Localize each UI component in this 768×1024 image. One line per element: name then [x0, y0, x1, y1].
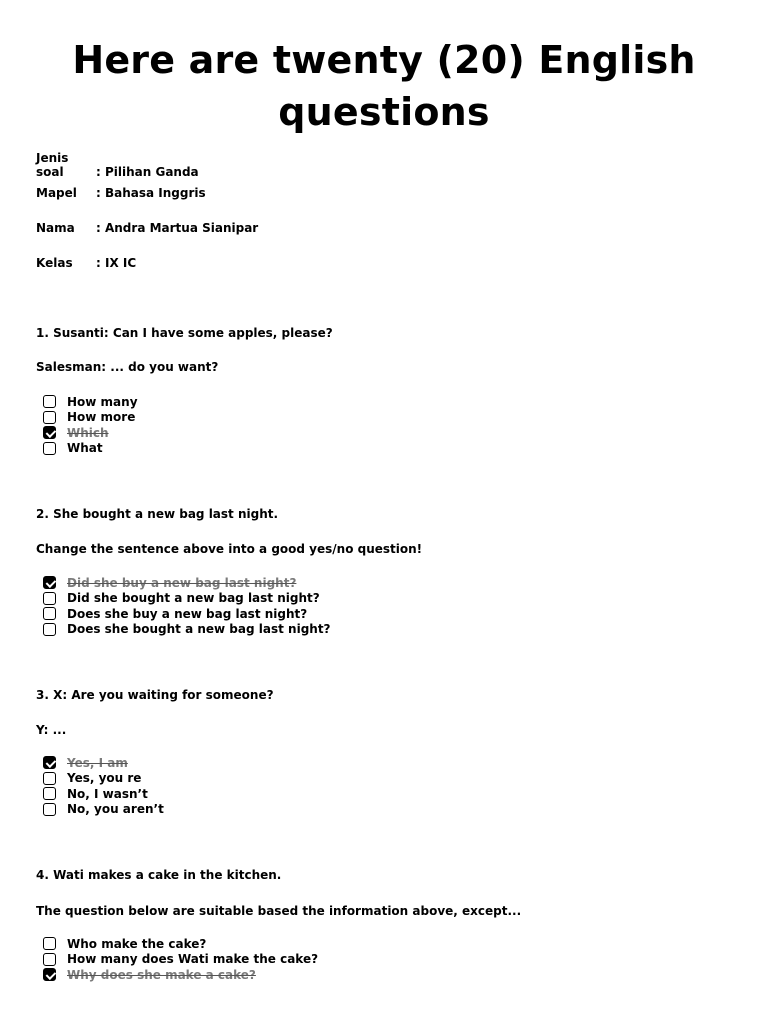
answer-option[interactable] [43, 952, 443, 968]
question-3-text: 3. X: Are you waiting for someone? [36, 688, 274, 702]
answer-option[interactable] [43, 755, 443, 771]
question-4-prompt: The question below are suitable based the information above, except... [36, 904, 522, 918]
answer-option-label: How many does Wati make the cake? [67, 952, 319, 967]
checkbox-unchecked-icon[interactable] [43, 592, 56, 605]
answer-option-label: How many [67, 394, 138, 409]
answer-option-label: No, I wasn’t [67, 786, 148, 801]
answer-option-label: Who make the cake? [67, 936, 207, 951]
answer-option[interactable] [43, 591, 443, 607]
meta-row-jenis-soal [36, 151, 199, 179]
answer-option-label: Yes, I am [67, 755, 128, 770]
checkbox-unchecked-icon[interactable] [43, 787, 56, 800]
checkbox-unchecked-icon[interactable] [43, 772, 56, 785]
answer-option[interactable] [43, 410, 443, 426]
checkbox-unchecked-icon[interactable] [43, 607, 56, 620]
answer-option[interactable] [43, 786, 443, 802]
checkbox-unchecked-icon[interactable] [43, 803, 56, 816]
checkbox-unchecked-icon[interactable] [43, 937, 56, 950]
answer-option[interactable] [43, 394, 443, 410]
checkbox-unchecked-icon[interactable] [43, 395, 56, 408]
meta-key: Kelas [36, 256, 73, 270]
checkbox-checked-icon[interactable] [43, 576, 56, 589]
meta-key: Jenis soal [36, 151, 69, 179]
answer-option-label: Did she bought a new bag last night? [67, 591, 320, 606]
meta-key: Nama [36, 221, 75, 235]
question-4-text: 4. Wati makes a cake in the kitchen. [36, 868, 282, 882]
question-2-text: 2. She bought a new bag last night. [36, 507, 279, 521]
checkbox-unchecked-icon[interactable] [43, 411, 56, 424]
answer-option[interactable] [43, 606, 443, 622]
checkbox-checked-icon[interactable] [43, 756, 56, 769]
answer-option[interactable] [43, 575, 443, 591]
checkbox-unchecked-icon[interactable] [43, 623, 56, 636]
answer-option[interactable] [43, 771, 443, 787]
answer-option-label: No, you aren’t [67, 802, 164, 817]
answer-option[interactable] [43, 967, 443, 983]
answer-option[interactable] [43, 622, 443, 638]
answer-option-label: Does she bought a new bag last night? [67, 622, 331, 637]
question-3-prompt: Y: ... [36, 723, 67, 737]
question-2-options [43, 575, 443, 637]
answer-option-label: How more [67, 410, 136, 425]
checkbox-unchecked-icon[interactable] [43, 442, 56, 455]
checkbox-checked-icon[interactable] [43, 968, 56, 981]
answer-option[interactable] [43, 425, 443, 441]
answer-option-label: Yes, you re [67, 771, 142, 786]
checkbox-unchecked-icon[interactable] [43, 953, 56, 966]
question-4-options [43, 936, 443, 983]
answer-option[interactable] [43, 802, 443, 818]
answer-option[interactable] [43, 936, 443, 952]
meta-value: : Bahasa Inggris [96, 186, 206, 200]
question-1-text: 1. Susanti: Can I have some apples, please? [36, 326, 333, 340]
answer-option-label: Does she buy a new bag last night? [67, 606, 308, 621]
answer-option-label: Why does she make a cake? [67, 967, 256, 982]
checkbox-checked-icon[interactable] [43, 426, 56, 439]
answer-option-label: Did she buy a new bag last night? [67, 575, 297, 590]
meta-value: : Andra Martua Sianipar [96, 221, 259, 235]
meta-value: : Pilihan Ganda [96, 165, 199, 179]
answer-option[interactable] [43, 441, 443, 457]
question-2-prompt: Change the sentence above into a good yes/no question! [36, 542, 423, 556]
meta-row-mapel [36, 186, 206, 200]
meta-key: Mapel [36, 186, 77, 200]
question-3-options [43, 755, 443, 817]
question-1-prompt: Salesman: ... do you want? [36, 360, 219, 374]
page-title: Here are twenty (20) English questions [72, 38, 696, 134]
meta-value: : IX IC [96, 256, 137, 270]
question-1-options [43, 394, 443, 456]
meta-row-kelas [36, 256, 136, 270]
meta-row-nama [36, 221, 258, 235]
answer-option-label: What [67, 441, 103, 456]
answer-option-label: Which [67, 425, 109, 440]
